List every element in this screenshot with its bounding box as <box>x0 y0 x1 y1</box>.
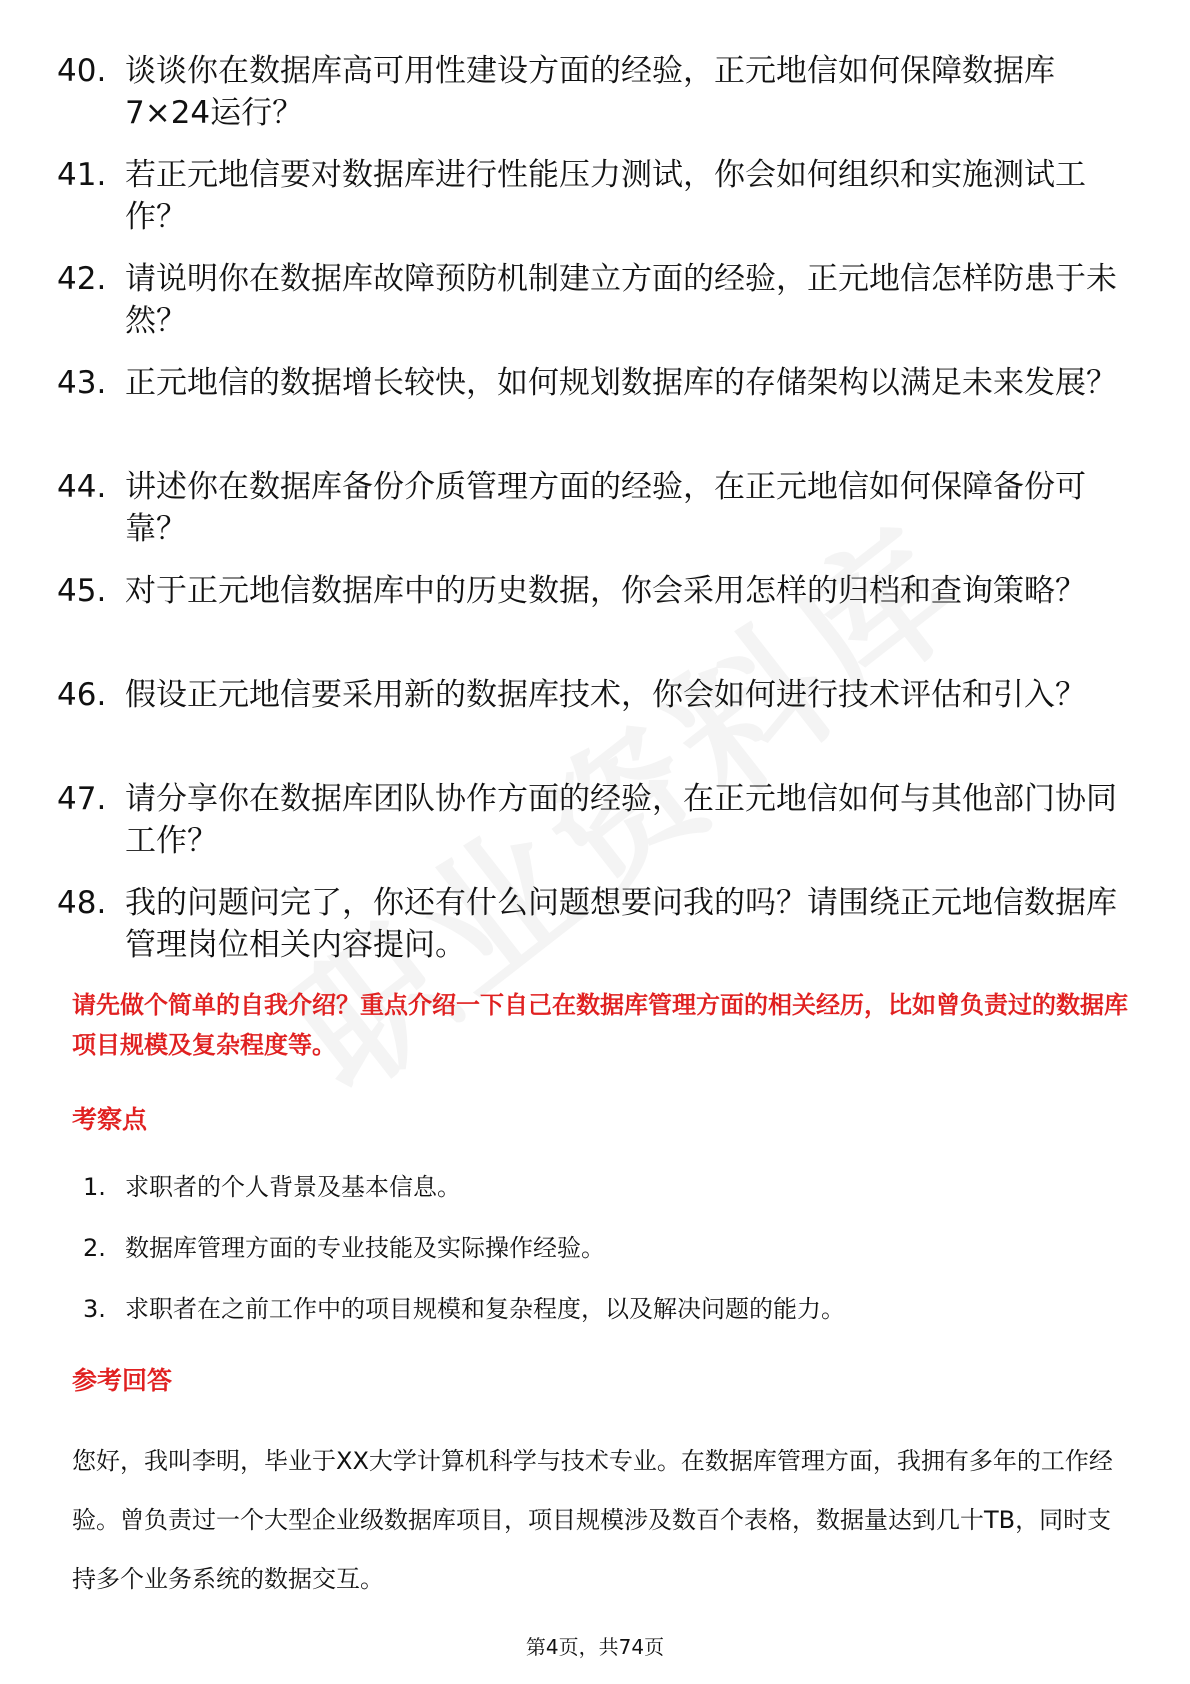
question-number: 45. <box>57 573 107 609</box>
question-item <box>57 674 1117 758</box>
point-number: 2. <box>83 1234 106 1262</box>
question-number: 48. <box>57 885 107 921</box>
question-text: 假设正元地信要采用新的数据库技术，你会如何进行技术评估和引入？ <box>125 677 1086 713</box>
question-text: 若正元地信要对数据库进行性能压力测试，你会如何组织和实施测试工作？ <box>125 157 1086 235</box>
point-number: 1. <box>83 1173 106 1201</box>
point-item <box>83 1292 1123 1326</box>
point-item <box>83 1170 1123 1204</box>
question-number: 41. <box>57 157 107 193</box>
points-section-title: 考察点 <box>72 1105 148 1134</box>
answer-section-title: 参考回答 <box>72 1366 173 1395</box>
question-item <box>57 882 1117 966</box>
question-number: 42. <box>57 261 107 297</box>
points-list <box>83 1170 1123 1353</box>
question-number: 43. <box>57 365 107 401</box>
question-text: 谈谈你在数据库高可用性建设方面的经验，正元地信如何保障数据库7×24运行？ <box>125 53 1055 131</box>
point-item <box>83 1231 1123 1265</box>
page-number: 第4页，共74页 <box>525 1635 665 1659</box>
point-text: 求职者在之前工作中的项目规模和复杂程度，以及解决问题的能力。 <box>125 1295 845 1323</box>
question-number: 44. <box>57 469 107 505</box>
question-item <box>57 570 1117 654</box>
question-item <box>57 778 1117 862</box>
question-list <box>57 50 1117 986</box>
question-text: 我的问题问完了，你还有什么问题想要问我的吗？请围绕正元地信数据库管理岗位相关内容提问。 <box>125 885 1117 963</box>
question-number: 46. <box>57 677 107 713</box>
point-text: 数据库管理方面的专业技能及实际操作经验。 <box>125 1234 605 1262</box>
point-text: 求职者的个人背景及基本信息。 <box>125 1173 461 1201</box>
question-item <box>57 154 1117 238</box>
question-number: 47. <box>57 781 107 817</box>
question-text: 请说明你在数据库故障预防机制建立方面的经验，正元地信怎样防患于未然？ <box>125 261 1117 339</box>
question-item <box>57 258 1117 342</box>
question-item <box>57 466 1117 550</box>
question-text: 请分享你在数据库团队协作方面的经验，在正元地信如何与其他部门协同工作？ <box>125 781 1117 859</box>
highlight-question: 请先做个简单的自我介绍？重点介绍一下自己在数据库管理方面的相关经历，比如曾负责过的数据库项目规模及复杂程度等。 <box>72 991 1128 1059</box>
question-text: 对于正元地信数据库中的历史数据，你会采用怎样的归档和查询策略？ <box>125 573 1086 609</box>
question-item <box>57 362 1117 446</box>
answer-paragraph: 您好，我叫李明，毕业于XX大学计算机科学与技术专业。在数据库管理方面，我拥有多年的工作经验。曾负责过一个大型企业级数据库项目，项目规模涉及数百个表格，数据量达到几十TB，同时支持多个业务系统的数据交互。 <box>72 1447 1113 1593</box>
question-text: 讲述你在数据库备份介质管理方面的经验，在正元地信如何保障备份可靠？ <box>125 469 1086 547</box>
point-number: 3. <box>83 1295 106 1323</box>
question-number: 40. <box>57 53 107 89</box>
question-text: 正元地信的数据增长较快，如何规划数据库的存储架构以满足未来发展？ <box>125 365 1117 401</box>
question-item <box>57 50 1117 134</box>
